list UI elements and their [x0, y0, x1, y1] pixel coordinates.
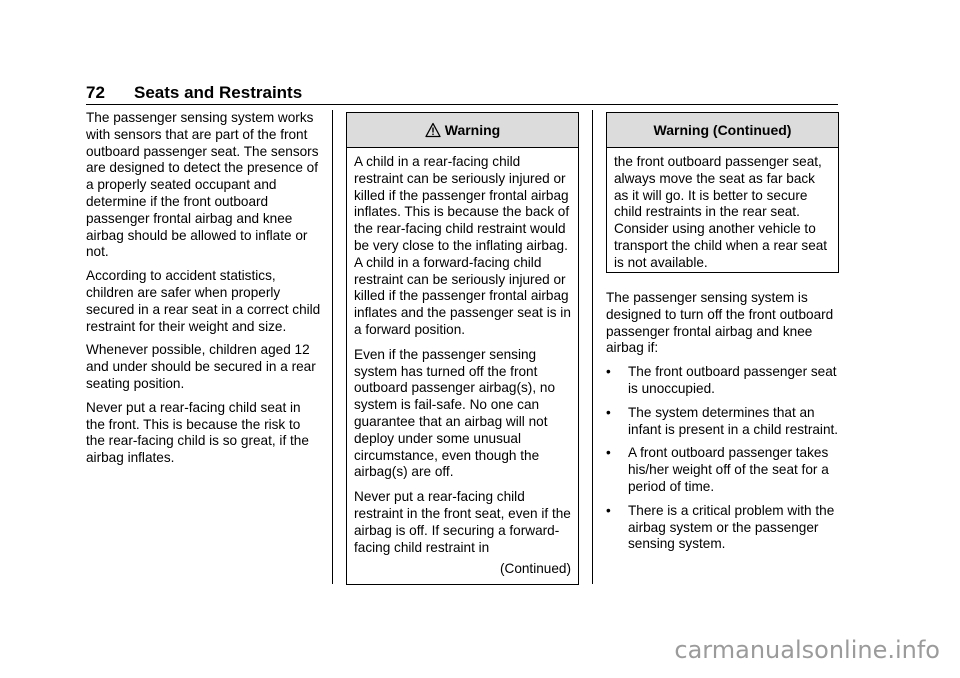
column-right — [606, 290, 842, 560]
list-item — [606, 503, 842, 553]
bullet-mark: • — [606, 445, 611, 461]
column-divider — [592, 110, 593, 584]
warning-title: Warning — [444, 122, 501, 138]
bullet-mark: • — [606, 404, 611, 420]
paragraph: The passenger sensing system works with sensors that are part of the front outboard passenger seat. The sensors are designed to detect the presence of a properly seated occupant and determine if the front outboard passenger frontal airbag and knee airbag should be allowed to inflate or not. — [86, 110, 319, 260]
paragraph: Whenever possible, children aged 12 and under should be secured in a rear seating position. — [86, 342, 316, 391]
list-item — [606, 364, 842, 398]
page-number: 72 — [86, 83, 105, 102]
warning-header — [347, 113, 578, 148]
list-item-text: A front outboard passenger takes his/her weight off of the seat for a period of time. — [628, 445, 829, 494]
warning-body — [607, 148, 838, 285]
bullet-mark: • — [606, 502, 611, 518]
warning-triangle-icon — [425, 122, 441, 138]
column-left — [86, 110, 322, 474]
watermark: carmanualsonline.info — [674, 636, 940, 664]
warning-paragraph: the front outboard passenger seat, always move the seat as far back as it will go. It is better to secure child restraints in the rear seat. Consider using another vehicle to transport the child when a rear seat is not available. — [614, 154, 828, 270]
column-divider — [332, 110, 333, 584]
paragraph: Never put a rear-facing child seat in the front. This is because the risk to the rear-facing child is so great, if the airbag inflates. — [86, 399, 309, 466]
warning-paragraph: Even if the passenger sensing system has turned off the front outboard passenger airbag(s), no system is fail-safe. No one can guarantee that an airbag will not deploy under some unusual circumstance, even though the airbag(s) are off. — [354, 346, 556, 480]
list-item-text: The front outboard passenger seat is unoccupied. — [628, 364, 837, 396]
list-item — [606, 445, 842, 495]
warning-box — [346, 112, 579, 585]
warning-continued-box — [606, 112, 839, 273]
bullet-list — [606, 364, 842, 553]
list-item — [606, 405, 842, 439]
warning-header — [607, 113, 838, 148]
list-item-text: There is a critical problem with the airbag system or the passenger sensing system. — [628, 502, 835, 552]
intro-paragraph: The passenger sensing system is designed to turn off the front outboard passenger frontal airbag and knee airbag if: — [606, 290, 834, 356]
continued-label: (Continued) — [499, 561, 571, 577]
warning-body — [347, 148, 578, 583]
list-item-text: The system determines that an infant is present in a child restraint. — [628, 404, 839, 437]
warning-paragraph: A child in a rear-facing child restraint can be seriously injured or killed if the passenger frontal airbag inflates. This is because the back of the rear-facing child restraint would be very close to the inflating airbag. A child in a forward-facing child restraint can be seriously injured or killed if the passenger frontal airbag inflates and the passenger seat is in a forward position. — [354, 154, 571, 337]
warning-title: Warning (Continued) — [653, 122, 792, 138]
warning-paragraph: Never put a rear-facing child restraint in the front seat, even if the airbag is off. If securing a forward-facing child restraint in — [354, 489, 571, 555]
section-title: Seats and Restraints — [134, 83, 303, 102]
paragraph: According to accident statistics, children are safer when properly secured in a rear seat in a correct child restraint for their weight and size. — [86, 268, 321, 334]
bullet-mark: • — [606, 364, 611, 380]
page-header — [86, 82, 838, 105]
